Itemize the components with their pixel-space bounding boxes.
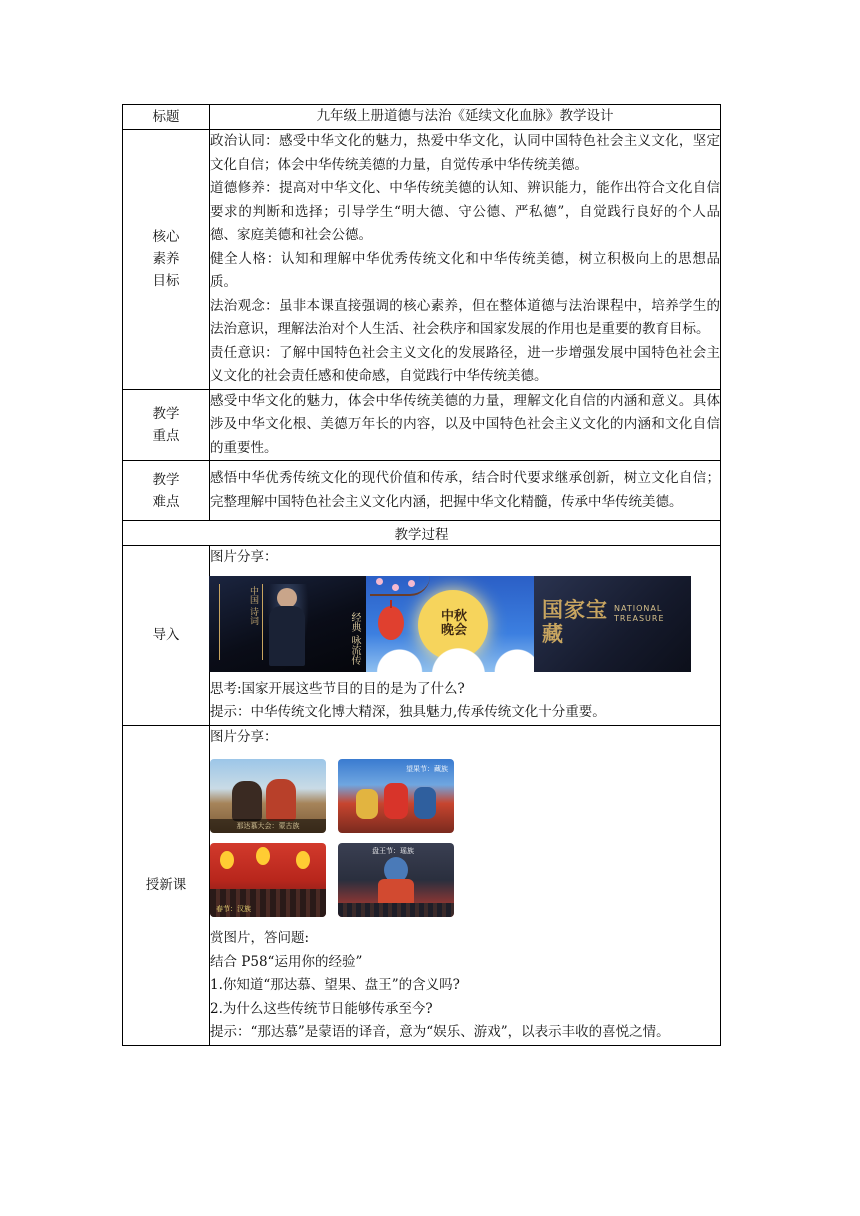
title-row xyxy=(123,105,721,130)
host-suit xyxy=(269,606,305,666)
process-title: 教学过程 xyxy=(123,521,721,546)
key-points-row xyxy=(123,389,721,461)
wrestler-figure xyxy=(266,779,296,821)
core-goals-label xyxy=(123,130,210,390)
new-lesson-row xyxy=(123,725,721,1045)
new-lesson-hint: 提示：“那达慕”是蒙语的译音，意为“娱乐、游戏”，以表示丰收的喜悦之情。 xyxy=(210,1024,670,1040)
intro-content xyxy=(210,546,721,726)
lantern-icon xyxy=(296,851,310,869)
lesson-title: 九年级上册道德与法治《延续文化血脉》教学设计 xyxy=(210,105,721,130)
crowd-festival-image xyxy=(210,843,326,917)
key-points-label-line: 教学 xyxy=(152,405,180,422)
difficulties-label-line: 难点 xyxy=(152,493,180,510)
intro-row xyxy=(123,546,721,726)
core-goals-label-line: 目标 xyxy=(152,273,180,290)
new-lesson-line: 赏图片，答问题: xyxy=(210,930,310,946)
difficulties-label xyxy=(123,461,210,521)
treasure-en-2: TREASURE xyxy=(614,613,665,623)
gala-title-2: 晚会 xyxy=(440,622,467,638)
mid-autumn-gala-image xyxy=(366,576,534,672)
new-lesson-label: 授新课 xyxy=(123,725,210,1045)
process-row xyxy=(123,521,721,546)
goal-responsibility: 责任意识：了解中国特色社会主义文化的发展路径，进一步增强发展中国特色社会主义文化的社会责任感和使命感，自觉践行中华传统美德。 xyxy=(210,344,720,384)
poetry-title-1: 经典 xyxy=(349,612,360,633)
intro-image-strip xyxy=(209,576,720,672)
title-label: 标题 xyxy=(123,105,210,130)
panwang-festival-image xyxy=(338,843,454,917)
panwang-caption: 盘王节：瑶族 xyxy=(372,847,414,855)
core-goals-row xyxy=(123,130,721,390)
core-goals-label-line: 素养 xyxy=(152,251,180,268)
key-points-label-line: 重点 xyxy=(152,427,180,444)
new-lesson-line: 1.你知道“那达慕、望果、盘王”的含义吗? xyxy=(210,977,460,993)
poetry-caption-1: 中国 xyxy=(248,585,258,604)
festival-image-grid xyxy=(210,759,720,917)
wangguo-festival-image xyxy=(338,759,454,833)
poetry-caption-2: 诗词 xyxy=(248,606,258,625)
naadam-caption: 那达慕大会：蒙古族 xyxy=(210,819,326,833)
difficulties-row xyxy=(123,461,721,521)
intro-hint: 提示：中华传统文化博大精深，独具魅力,传承传统文化十分重要。 xyxy=(210,704,606,720)
goal-sound-personality: 健全人格：认知和理解中华优秀传统文化和中华传统美德，树立积极向上的思想品质。 xyxy=(210,250,720,290)
key-points-content: 感受中华文化的魅力，体会中华传统美德的力量，理解文化自信的内涵和意义。具体涉及中华文化根、美德万年长的内容，以及中国特色社会主义文化的内涵和文化自信的重要性。 xyxy=(210,389,721,461)
poetry-title-2: 咏流传 xyxy=(349,635,360,666)
core-goals-content xyxy=(210,130,721,390)
naadam-festival-image xyxy=(210,759,326,833)
goal-political-identity: 政治认同：感受中华文化的魅力，热爱中华文化，认同中国特色社会主义文化，坚定文化自信；体会中华传统美德的力量，自觉传承中华传统美德。 xyxy=(210,133,720,173)
new-lesson-share-label: 图片分享： xyxy=(210,728,278,745)
treasure-title: 国家宝藏 xyxy=(542,596,608,646)
lantern-icon xyxy=(220,851,234,869)
intro-share-label: 图片分享： xyxy=(210,549,278,565)
gala-title-1: 中秋 xyxy=(440,608,467,624)
wrestler-figure xyxy=(232,781,262,821)
difficulties-content: 感悟中华优秀传统文化的现代价值和传承，结合时代要求继承创新，树立文化自信；完整理解中国特色社会主义文化内涵，把握中华文化精髓，传承中华传统美德。 xyxy=(210,461,721,521)
poetry-show-image xyxy=(209,576,366,672)
new-lesson-line: 2.为什么这些传统节日能够传承至今? xyxy=(210,1000,433,1017)
lantern-icon xyxy=(378,606,404,640)
new-lesson-line: 结合 P58“运用你的经验” xyxy=(210,953,363,970)
lantern-icon xyxy=(256,847,270,865)
goal-rule-of-law: 法治观念：虽非本课直接强调的核心素养，但在整体道德与法治课程中，培养学生的法治意识，理解法治对个人生活、社会秩序和国家发展的作用也是重要的教育目标。 xyxy=(210,297,720,337)
treasure-en-1: NATIONAL xyxy=(614,603,663,613)
crowd-caption: 春节：汉族 xyxy=(216,905,251,913)
goal-moral-cultivation: 道德修养：提高对中华文化、中华传统美德的认知、辨识能力，能作出符合文化自信要求的判断和选择；引导学生“明大德、守公德、严私德”，自觉践行良好的个人品德、家庭美德和社会公德。 xyxy=(210,180,720,243)
new-lesson-content xyxy=(210,725,721,1045)
difficulties-label-line: 教学 xyxy=(152,471,180,488)
host-head xyxy=(277,588,297,608)
intro-question: 思考:国家开展这些节目的目的是为了什么? xyxy=(210,680,465,697)
intro-label: 导入 xyxy=(123,546,210,726)
key-points-label xyxy=(123,389,210,461)
wangguo-caption: 望果节：藏族 xyxy=(406,765,448,773)
core-goals-label-line: 核心 xyxy=(152,229,180,246)
lesson-plan-table xyxy=(122,104,721,1046)
cloud-decoration xyxy=(366,644,534,672)
national-treasure-image xyxy=(534,576,691,672)
